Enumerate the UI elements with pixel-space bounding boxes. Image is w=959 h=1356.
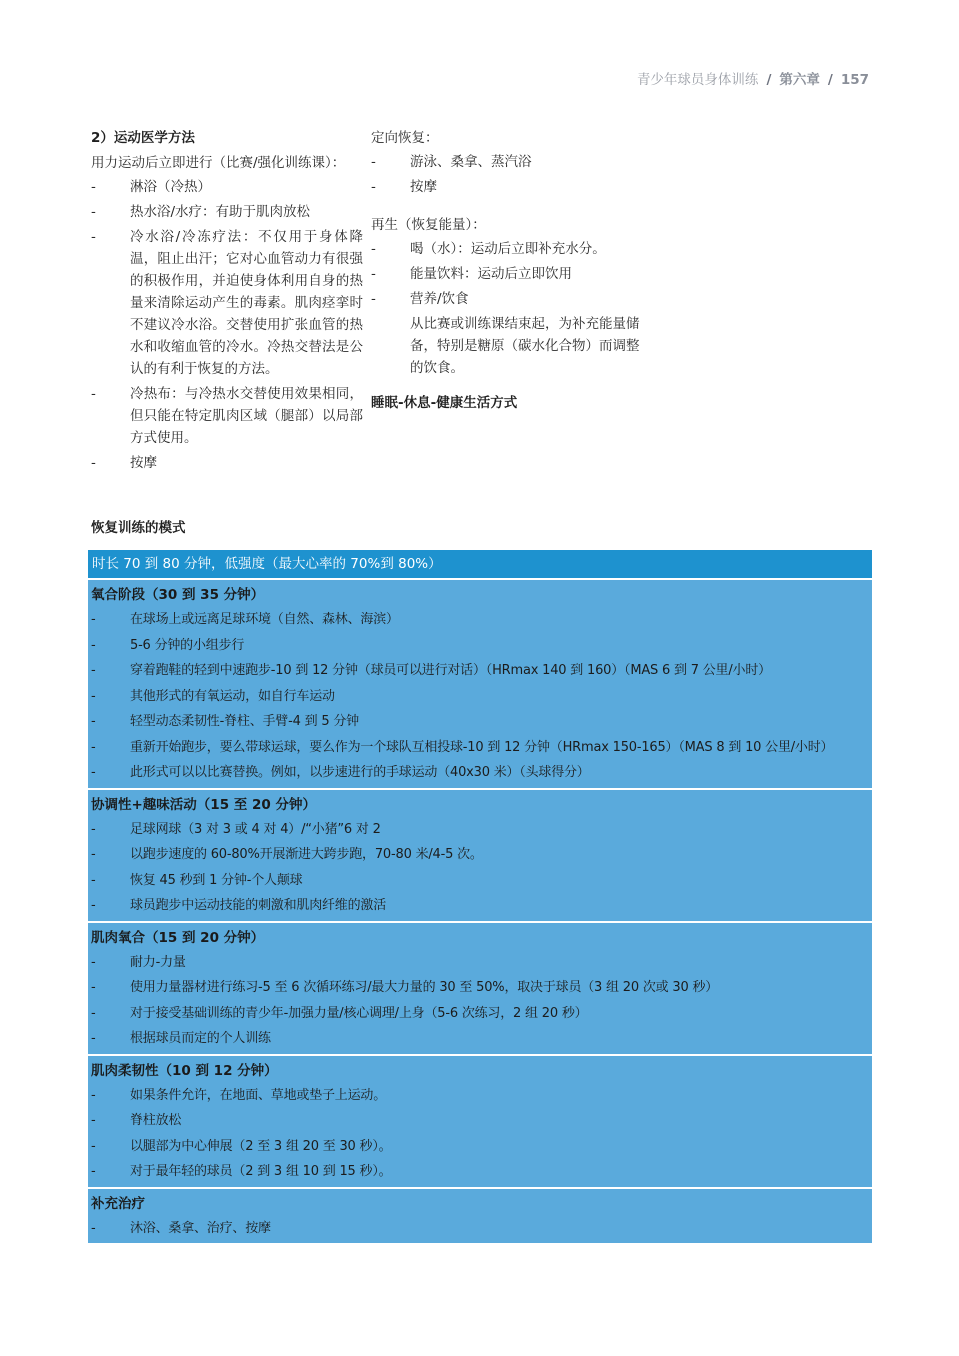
list-item: - 淋浴（冷热） <box>91 179 211 195</box>
list-item: - 游泳、桑拿、蒸汽浴 <box>371 154 532 170</box>
sleep-heading: 睡眠-休息-健康生活方式 <box>371 395 518 411</box>
table-row: - 球员跑步中运动技能的刺激和肌肉纤维的激活 <box>91 898 387 913</box>
table-row: - 在球场上或远离足球环境（自然、森林、海滨） <box>91 612 399 627</box>
list-item: - 营养/饮食 <box>371 291 469 307</box>
table-row: - 根据球员而定的个人训练 <box>91 1031 271 1046</box>
medical-methods-intro: 用力运动后立即进行（比赛/强化训练课）： <box>91 155 346 171</box>
regeneration-title: 再生（恢复能量）： <box>371 217 486 233</box>
list-item: - 喝（水）：运动后立即补充水分。 <box>371 241 606 257</box>
table-row: - 脊柱放松 <box>91 1113 182 1128</box>
table-row: - 恢复 45 秒到 1 分钟-个人颠球 <box>91 872 303 888</box>
directed-recovery-title: 定向恢复： <box>371 130 439 146</box>
phase-title: 协调性+趣味活动（15 至 20 分钟） <box>91 796 316 813</box>
table-row: - 以跑步速度的 60-80%开展渐进大跨步跑，70-80 米/4-5 次。 <box>91 847 483 862</box>
list-item: - 能量饮料：运动后立即饮用 <box>371 266 572 282</box>
regeneration-note: 从比赛或训练课结束起，为补充能量储备，特别是糖原（碳水化合物）而调整的饮食。 <box>410 316 640 376</box>
recovery-section-title: 恢复训练的模式 <box>91 520 186 536</box>
table-row: - 穿着跑鞋的轻到中速跑步-10 到 12 分钟（球员可以进行对话）（HRmax 140 到 160）（MAS 6 到 7 公里/小时） <box>91 663 771 678</box>
list-item: - 冷热布：与冷热水交替使用效果相同，但只能在特定肌肉区域（腿部）以局部方式使用。 <box>91 386 363 446</box>
table-row: - 足球网球（3 对 3 或 4 对 4）/“小猪”6 对 2 <box>91 821 381 837</box>
phase-title: 肌肉柔韧性（10 到 12 分钟） <box>91 1062 278 1079</box>
table-row: - 对于最年轻的球员（2 到 3 组 10 到 15 秒）。 <box>91 1164 392 1179</box>
phase-title: 氧合阶段（30 到 35 分钟） <box>91 587 265 603</box>
recovery-table <box>88 550 872 1245</box>
phase-title: 肌肉氧合（15 到 20 分钟） <box>91 929 265 946</box>
table-row: - 如果条件允许，在地面、草地或垫子上运动。 <box>91 1087 387 1103</box>
chapter-label: 第六章 <box>779 72 820 88</box>
list-item: - 冷水浴/冷冻疗法：不仅用于身体降温，阻止出汗；它对心血管动力有很强的积极作用，并迫使身体利用自身的热量来清除运动产生的毒素。肌肉痉挛时不建议冷水浴。交替使用扩张血管的热水和收缩血管的冷水。冷热交替法是公认的有利于恢复的方法。 <box>91 229 363 377</box>
phase-block-oxygenation <box>88 580 872 788</box>
phase-title: 补充治疗 <box>91 1195 145 1212</box>
table-row: - 以腿部为中心伸展（2 至 3 组 20 至 30 秒）。 <box>91 1138 392 1154</box>
book-title: 青少年球员身体训练 <box>636 72 759 88</box>
table-row: - 对于接受基础训练的青少年-加强力量/核心调理/上身（5-6 次练习，2 组 20 秒） <box>91 1005 588 1021</box>
table-row: - 沐浴、桑拿、治疗、按摩 <box>91 1220 271 1236</box>
page-header <box>637 68 869 88</box>
phase-block-supplementary <box>88 1189 872 1244</box>
phase-block-muscle-oxygenation <box>88 923 872 1054</box>
table-row: - 此形式可以以比赛替换。例如，以步速进行的手球运动（40x30 米）（头球得分） <box>91 765 590 780</box>
table-row: - 使用力量器材进行练习-5 至 6 次循环练习/最大力量的 30 至 50%，取决于球员（3 组 20 次或 30 秒） <box>91 980 719 995</box>
table-row: - 5-6 分钟的小组步行 <box>91 637 245 653</box>
recovery-summary-bar: 时长 70 到 80 分钟，低强度（最大心率的 70%到 80%） <box>88 550 872 578</box>
table-row: - 耐力-力量 <box>91 954 186 970</box>
list-item: - 热水浴/水疗：有助于肌肉放松 <box>91 204 311 220</box>
list-item: - 按摩 <box>371 179 437 195</box>
left-column <box>91 126 363 477</box>
table-row: - 轻型动态柔韧性-脊柱、手臂-4 到 5 分钟 <box>91 714 359 729</box>
right-column <box>371 126 641 416</box>
table-row: - 其他形式的有氧运动，如自行车运动 <box>91 688 335 704</box>
header-separator: / <box>827 72 833 88</box>
header-separator: / <box>766 72 772 88</box>
page-number: 157 <box>840 72 869 88</box>
medical-methods-heading: 2）运动医学方法 <box>91 130 195 146</box>
phase-block-flexibility <box>88 1056 872 1187</box>
table-row: - 重新开始跑步，要么带球运球，要么作为一个球队互相投球-10 到 12 分钟（HRmax 150-165）（MAS 8 到 10 公里/小时） <box>91 739 834 755</box>
list-item: - 按摩 <box>91 455 157 471</box>
phase-block-coordination <box>88 790 872 921</box>
